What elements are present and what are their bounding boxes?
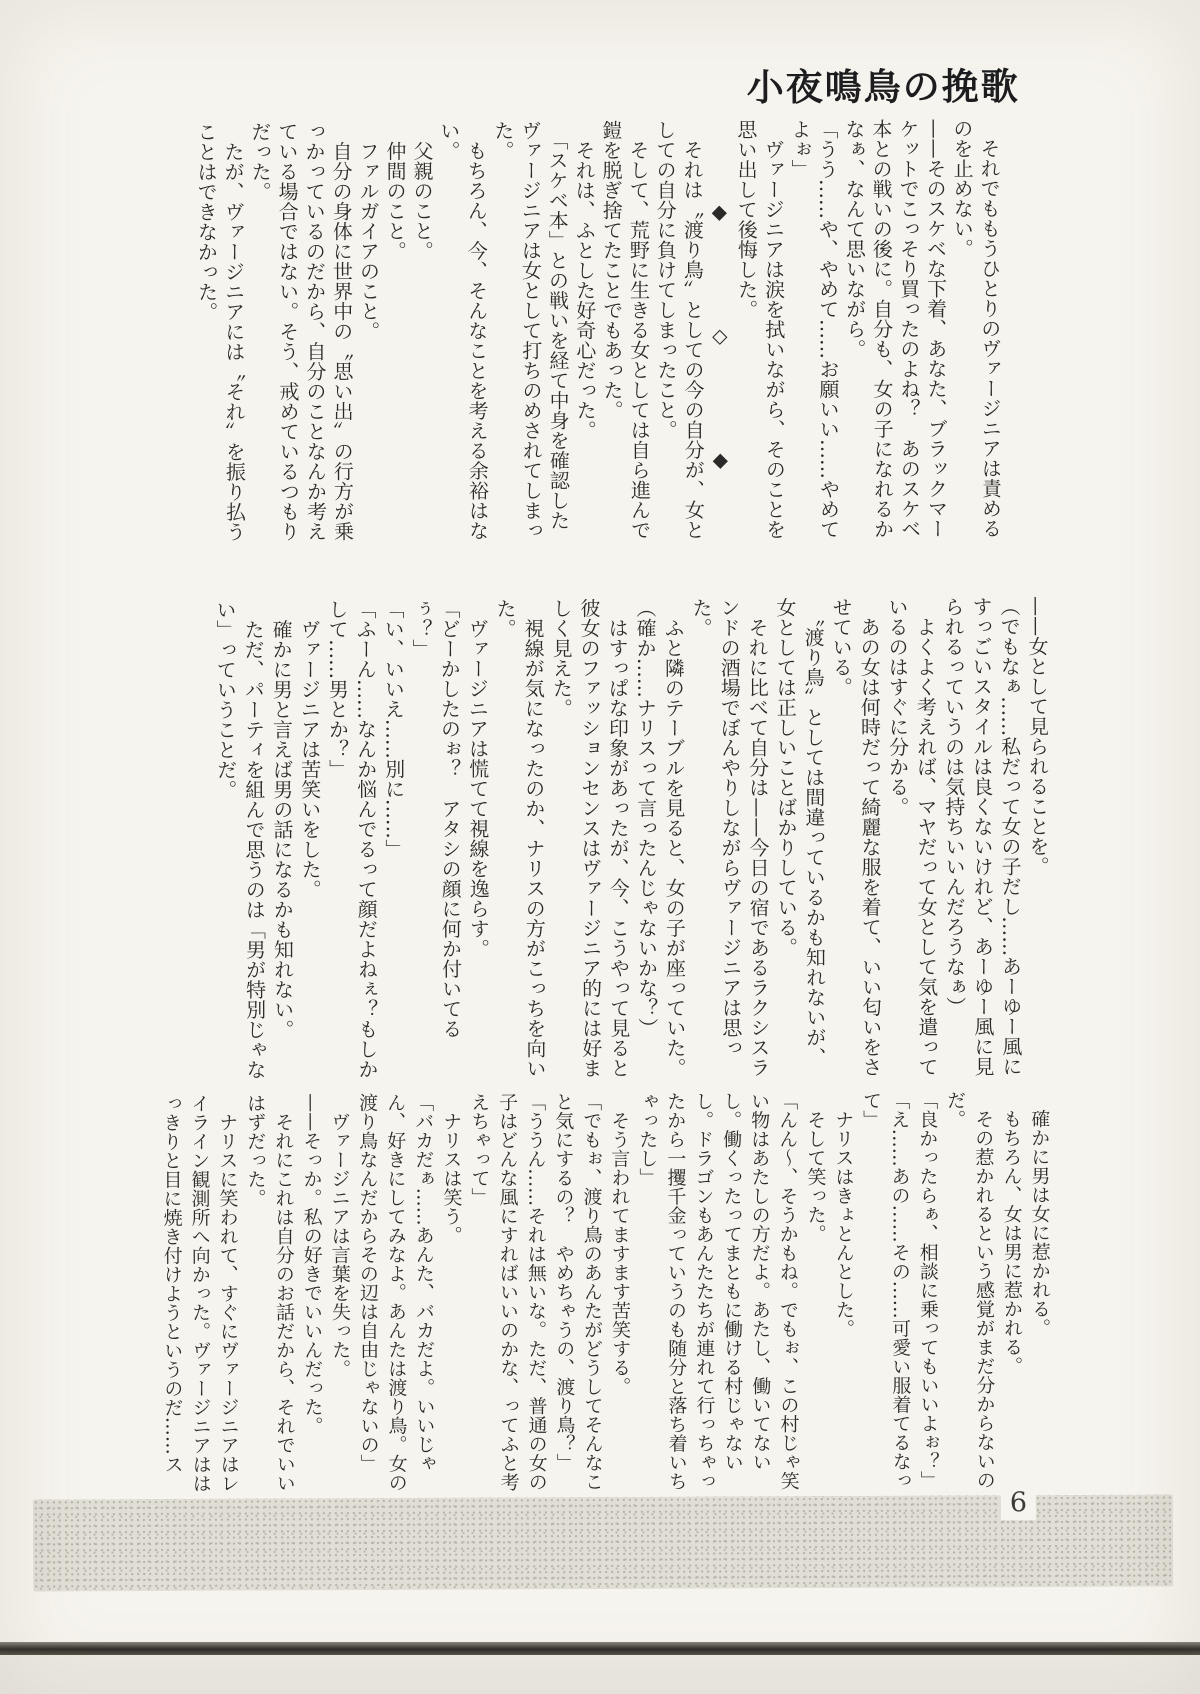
vertical-text-block-top: それでももうひとりのヴァージニアは責めるのを止めない。 ——そのスケベな下着、あなた、ブラックマーケットでこっそり買ったのよね？ あのスケベ本との戦いの後に。自分も、女の子になれるかなぁ、なんて思いながら。 「うう……や、やめて……お願いい……やめてよぉ」 ヴァージニアは涙を拭いながら、そのことを思い出して後悔した。 ◆ ◇ ◆ それは〝渡り鳥〟としての今の自分が、女としての自分に負けてしまったこと。 そして、荒野に生きる女としては自ら進んで鎧を脱ぎ捨てたことでもあった。 それは、ふとした好奇心だった。 「スケベ本」との戦いを経て中身を確認したヴァージニアは女として打ちのめされてしまった。 もちろん、今、そんなことを考える余裕はない。 父親のこと。 仲間のこと。 ファルガイアのこと。 自分の身体に世界中の〝思い出〟の行方が乗っかっているのだから、自分のことなんか考えている場合ではない。そう、戒めているつもりだった。 たが、ヴァージニアには〝それ〟を振り払うことはできなかった。	[193, 118, 1003, 542]
story-title: 小夜鳴鳥の挽歌	[746, 65, 1020, 110]
page-number: 6	[1001, 1487, 1036, 1520]
vertical-text-block-bottom: 確かに男は女に惹かれる。 もちろん、女は男に惹かれる。 その惹かれるという感覚がまだ分からないのだ。 「良かったらぁ、相談に乗ってもいいよぉ？」 「え……あの……その……可愛い服着てるなって」 ナリスはきょとんとした。 そして笑った。 「んん〜、そうかもね。でもぉ、この村じゃ笑い物はあたしの方だよ。あたし、働いてないし。働くったってまともに働ける村じゃないし。ドラゴンもあんたたちが連れて行っちゃったから一攫千金っていうのも随分と落ち着いちゃったし」 そう言われてますます苦笑する。 「でもぉ、渡り鳥のあんたがどうしてそんなこと気にするの？ やめちゃうの、渡り鳥？」 「ううん……それは無いな。ただ、普通の女の子はどんな風にすればいいのかな、ってふと考えちゃって」 ナリスは笑う。 「バカだぁ……あんた、バカだよ。いいじゃん、好きにしてみなよ。あんたは渡り鳥。女の渡り鳥なんだからその辺は自由じゃないの」 ヴァージニアは言葉を失った。 ——そっか。私の好きでいいんだった。 それにこれは自分のお話だから、それでいいはずだった。 ナリスに笑われて、すぐにヴァージニアはレイライン観測所へ向かった。ヴァージニアははっきりと目に焼き付けようというのだ……ス	[160, 1090, 1052, 1493]
scan-bottom-margin	[0, 1655, 1200, 1694]
scan-bottom-edge-shadow	[0, 1642, 1200, 1655]
vertical-text-block-middle: ——女として見られることを。 （でもなぁ……私だって女の子だし……あーゆー風にすっごいスタイルは良くないけれど、あーゆー風に見られるっていうのは気持ちいいんだろうなぁ） よくよく考えれば、マヤだって女として気を遣っているのはすぐに分かる。 あの女は何時だって綺麗な服を着て、いい匂いをさせている。 〝渡り鳥〟としては間違っているかも知れないが、女としては正しいことばかりしている。 それに比べて自分は——今日の宿であるラクシスランドの酒場でぼんやりしながらヴァージニアは思った。 ふと隣のテーブルを見ると、女の子が座っていた。 （確か……ナリスって言ったんじゃないかな？） はすっぱな印象があったが、今、こうやって見ると彼女のファッションセンスはヴァージニア的には好ましく見えた。 視線が気になったのか、ナリスの方がこっちを向いた。 ヴァージニアは慌てて視線を逸らす。 「どーかしたのぉ？ アタシの顔に何か付いてるぅ？」 「い、いいえ……別に……」 「ふーん……なんか悩んでるって顔だよねぇ？もしかして……男とか？」 ヴァージニアは苦笑いをした。 確かに男と言えば男の話になるかも知れない。 ただ、パーティを組んで思うのは「男が特別じゃない」っていうことだ。	[212, 596, 1051, 1080]
